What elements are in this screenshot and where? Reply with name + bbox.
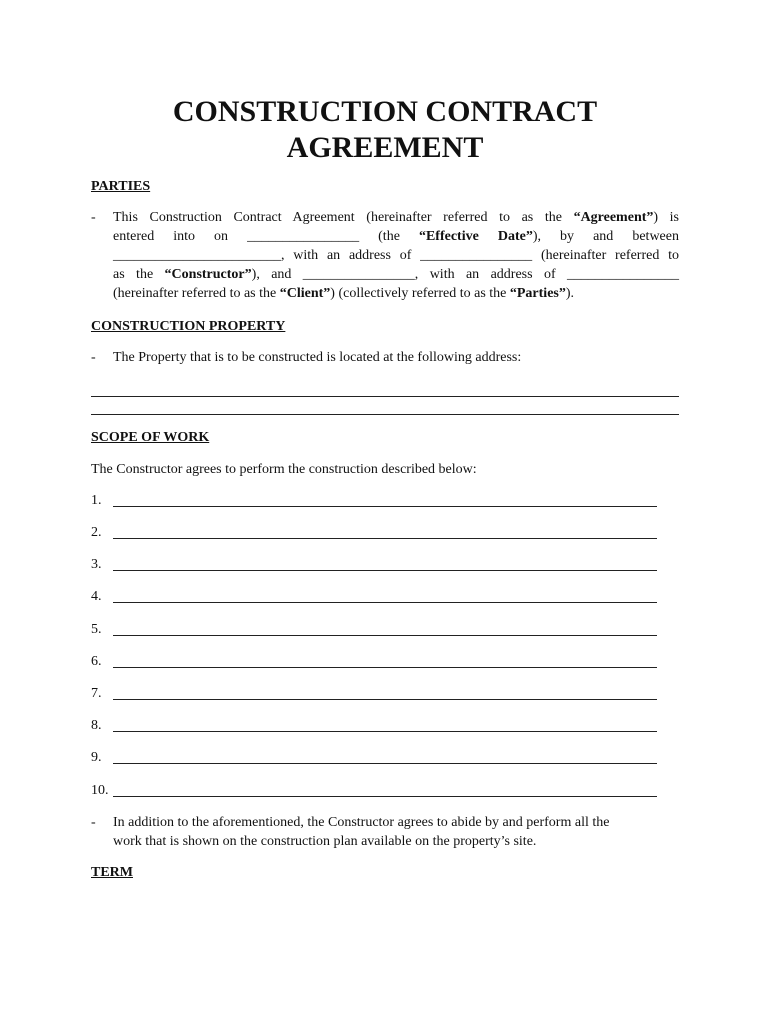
scope-item-number: 9. (91, 750, 102, 765)
scope-item-number: 5. (91, 622, 102, 637)
scope-item-number: 7. (91, 686, 102, 701)
scope-heading: SCOPE OF WORK (91, 430, 210, 445)
scope-additional-line-2: work that is shown on the construction plan available on the property’s site. (113, 834, 537, 849)
parties-line-2: entered into on ________________ (the “Effective Date”), by and between (113, 229, 679, 244)
scope-item-number: 1. (91, 493, 102, 508)
scope-additional-line-1: In addition to the aforementioned, the Constructor agrees to abide by and perform all the (113, 815, 610, 830)
parties-line-5: (hereinafter referred to as the “Client”) (collectively referred to as the “Parties”). (113, 286, 575, 301)
scope-additional-paragraph (113, 813, 679, 851)
property-address-line-1 (91, 396, 679, 397)
scope-item-number: 6. (91, 654, 102, 669)
scope-item-line (113, 602, 657, 603)
scope-item-line (113, 731, 657, 732)
parties-bullet: - (91, 210, 96, 225)
scope-item-line (113, 506, 657, 507)
term-heading: TERM (91, 865, 133, 880)
property-text: The Property that is to be constructed is located at the following address: (113, 350, 522, 365)
scope-item-line (113, 667, 657, 668)
scope-item-line (113, 796, 657, 797)
scope-item-line (113, 763, 657, 764)
parties-line-1: This Construction Contract Agreement (hereinafter referred to as the “Agreement”) is (113, 210, 679, 225)
scope-intro: The Constructor agrees to perform the construction described below: (91, 462, 477, 477)
parties-line-4: as the “Constructor”), and ________________, with an address of ________________ (113, 267, 679, 282)
parties-paragraph (113, 208, 679, 303)
property-heading: CONSTRUCTION PROPERTY (91, 319, 286, 334)
parties-heading: PARTIES (91, 179, 151, 194)
document-title-line2: AGREEMENT (286, 131, 484, 164)
property-bullet: - (91, 350, 96, 365)
scope-item-line (113, 538, 657, 539)
scope-item-line (113, 699, 657, 700)
scope-item-line (113, 635, 657, 636)
scope-item-number: 10. (91, 783, 109, 798)
parties-line-3: ________________________, with an address of ________________ (hereinafter referred to (113, 248, 679, 263)
scope-item-number: 2. (91, 525, 102, 540)
document-title-line1: CONSTRUCTION CONTRACT (172, 95, 598, 128)
scope-item-number: 8. (91, 718, 102, 733)
scope-additional-bullet: - (91, 815, 96, 830)
property-address-line-2 (91, 414, 679, 415)
scope-item-line (113, 570, 657, 571)
scope-item-number: 4. (91, 589, 102, 604)
scope-item-number: 3. (91, 557, 102, 572)
